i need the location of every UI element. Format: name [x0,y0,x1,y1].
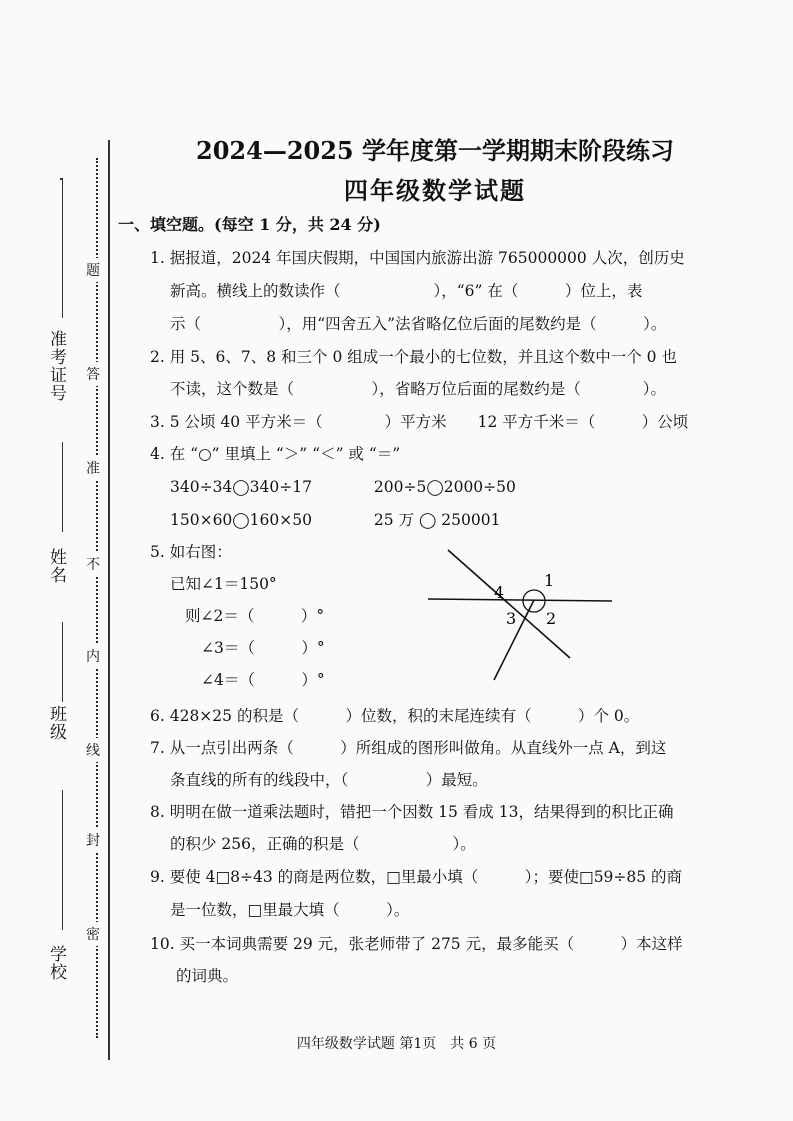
q4-row1: 340÷34◯340÷17 200÷5◯2000÷50 [170,478,516,496]
angle-label-3: 3 [506,609,517,628]
q5-angle3: ∠3＝（ ）° [201,639,325,657]
seal-char-xian: 线 [86,738,100,762]
q5-angle2: 则∠2＝（ ）° [185,607,325,625]
q4-row2: 150×60◯160×50 25 万 ◯ 250001 [170,511,501,529]
name-blank-line [62,442,63,532]
binding-label-id: 准考证号 [46,330,66,402]
q8-line2: 的积少 256，正确的积是（ ）。 [170,835,476,853]
seal-char-ti: 题 [86,258,100,282]
binding-label-school: 学校 [46,945,66,981]
angle-label-4: 4 [494,583,505,602]
angle-figure [420,544,620,684]
seal-char-bu: 不 [86,552,100,576]
q1-line2: 新高。横线上的数读作（ ），“6” 在（ ）位上，表 [170,282,643,300]
seal-dotted-line [96,158,98,1038]
q1-line1: 1. 据报道，2024 年国庆假期，中国国内旅游出游 765000000 人次，创历史 [150,249,685,267]
angle-label-2: 2 [546,609,557,628]
id-blank-line [62,178,63,318]
q3-line: 3. 5 公顷 40 平方米＝（ ）平方米 12 平方千米＝（ ）公顷 [150,413,689,431]
angle-label-1: 1 [544,571,555,590]
seal-char-mi: 密 [86,922,100,946]
diagonal-line [448,550,570,658]
section-heading: 一、填空题。(每空 1 分，共 24 分) [118,215,381,234]
binding-label-name: 姓名 [46,548,66,584]
q8-line1: 8. 明明在做一道乘法题时，错把一个因数 15 看成 13，结果得到的积比正确 [150,803,674,821]
seal-char-da: 答 [86,362,100,386]
q5-line: 5. 如右图： [150,543,232,561]
horizontal-line [428,599,612,601]
q9-line2: 是一位数，□里最大填（ ）。 [170,901,410,919]
q10-line1: 10. 买一本词典需要 29 元，张老师带了 275 元，最多能买（ ）本这样 [150,935,683,953]
q5-given: 已知∠1＝150° [170,575,277,593]
binding-label-class: 班级 [46,705,66,741]
left-border-line [108,140,110,1060]
class-blank-line [62,622,63,702]
school-blank-line [62,790,63,930]
q7-line1: 7. 从一点引出两条（ ）所组成的图形叫做角。从直线外一点 A，到这 [150,739,667,757]
q2-line1: 2. 用 5、6、7、8 和三个 0 组成一个最小的七位数，并且这个数中一个 0 也 [150,348,677,366]
q5-angle4: ∠4＝（ ）° [201,671,325,689]
seal-char-feng: 封 [86,828,100,852]
q9-line1: 9. 要使 4□8÷43 的商是两位数，□里最小填（ ）；要使□59÷85 的商 [150,868,683,886]
page-footer: 四年级数学试题 第1页 共 6 页 [296,1036,497,1052]
seal-char-zhun: 准 [86,456,100,480]
exam-subtitle: 四年级数学试题 [344,176,526,205]
q7-line2: 条直线的所有的线段中，（ ）最短。 [170,771,488,789]
q10-line2: 的词典。 [176,967,239,985]
q6-line: 6. 428×25 的积是（ ）位数，积的末尾连续有（ ）个 0。 [150,707,640,725]
q2-line2: 不读，这个数是（ ），省略万位后面的尾数约是（ ）。 [170,380,667,398]
q4-line: 4. 在 “○” 里填上 “＞” “＜” 或 “＝” [150,445,401,463]
exam-title: 2024—2025 学年度第一学期期末阶段练习 [196,136,674,165]
q1-line3: 示（ ），用“四舍五入”法省略亿位后面的尾数约是（ ）。 [170,315,667,333]
seal-char-nei: 内 [86,644,100,668]
